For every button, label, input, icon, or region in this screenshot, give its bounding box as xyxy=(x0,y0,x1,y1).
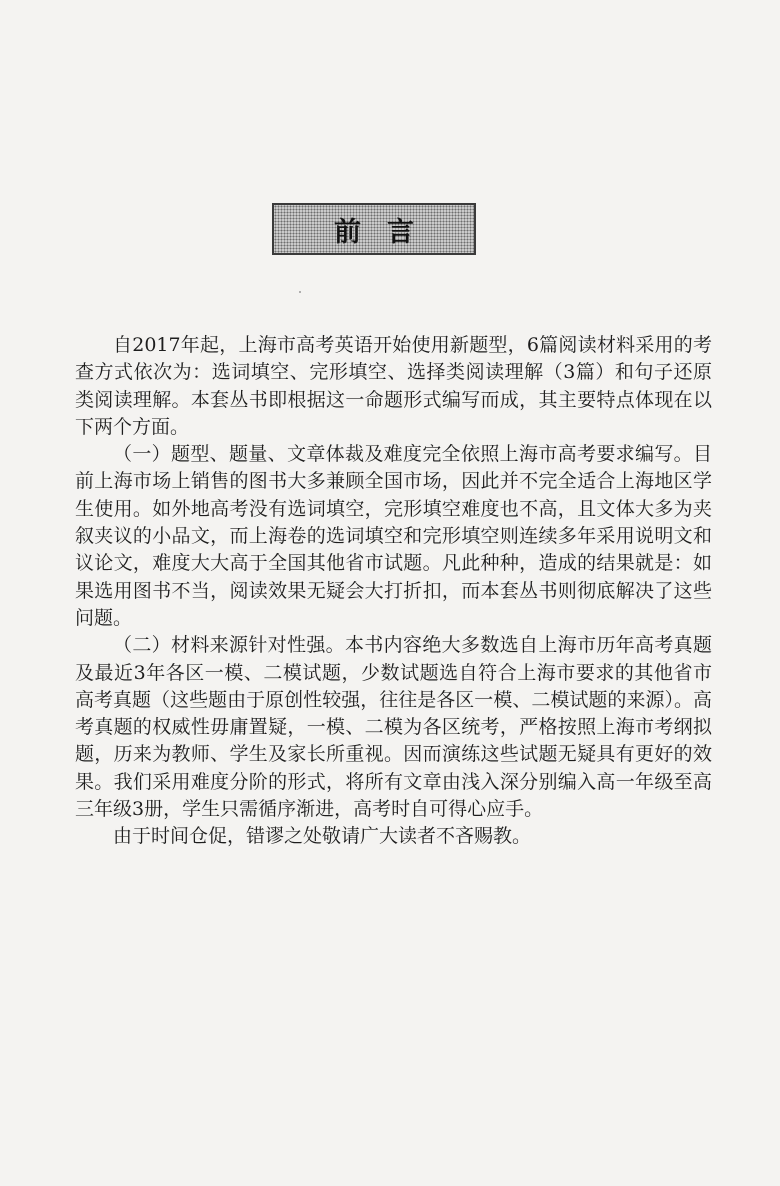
preface-body xyxy=(75,332,712,851)
paragraph-4: 由于时间仓促，错谬之处敬请广大读者不吝赐教。 xyxy=(113,825,532,848)
page-title: 前言 xyxy=(334,216,440,248)
paper-speck xyxy=(299,291,301,293)
paragraph-3: （二）材料来源针对性强。本书内容绝大多数选自上海市历年高考真题及最近3年各区一模、二模试题，少数试题选自符合上海市要求的其他省市高考真题（这些题由于原创性较强，往往是各区一模、二模试题的来源）。高考真题的权威性毋庸置疑，一模、二模为各区统考，严格按照上海市考纲拟题，历来为教师、学生及家长所重视。因而演练这些试题无疑具有更好的效果。我们采用难度分阶的形式，将所有文章由浅入深分别编入高一年级至高三年级3册，学生只需循序渐进，高考时自可得心应手。 xyxy=(75,634,712,821)
paragraph-1: 自2017年起，上海市高考英语开始使用新题型，6篇阅读材料采用的考查方式依次为：选词填空、完形填空、选择类阅读理解（3篇）和句子还原类阅读理解。本套丛书即根据这一命题形式编写而成，其主要特点体现在以下两个方面。 xyxy=(75,334,712,438)
paragraph-2: （一）题型、题量、文章体裁及难度完全依照上海市高考要求编写。目前上海市场上销售的图书大多兼顾全国市场，因此并不完全适合上海地区学生使用。如外地高考没有选词填空，完形填空难度也不高，且文体大多为夹叙夹议的小品文，而上海卷的选词填空和完形填空则连续多年采用说明文和议论文，难度大大高于全国其他省市试题。凡此种种，造成的结果就是：如果选用图书不当，阅读效果无疑会大打折扣，而本套丛书则彻底解决了这些问题。 xyxy=(75,443,712,629)
title-box xyxy=(272,203,476,255)
